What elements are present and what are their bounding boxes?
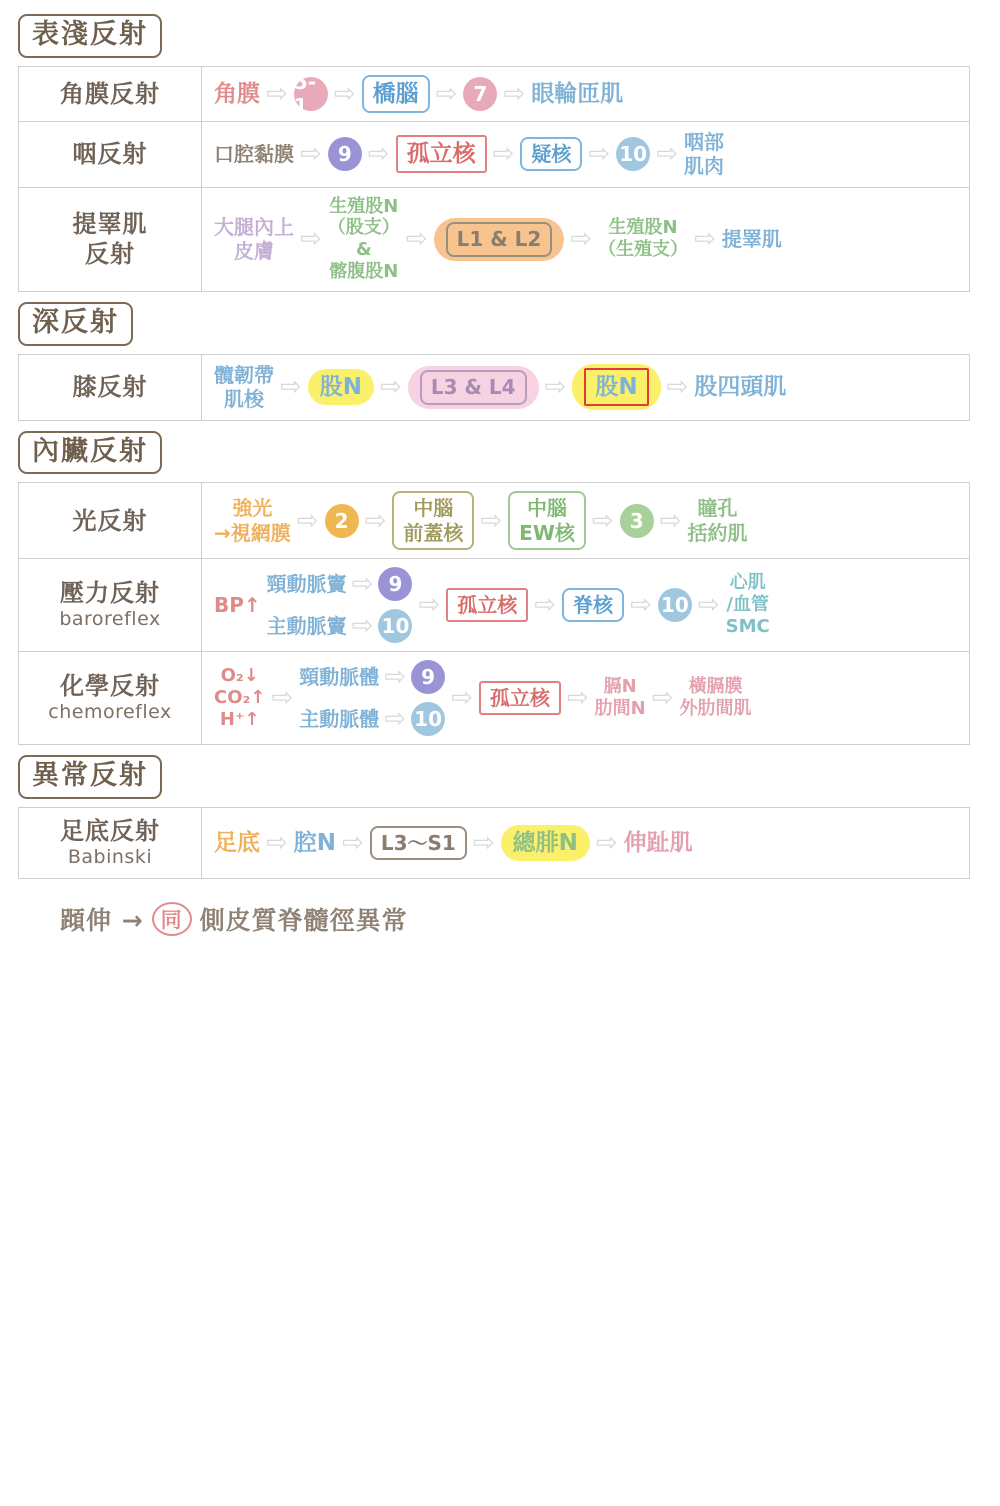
arrow-icon: ⇨ — [367, 139, 390, 170]
row-flow-baroreflex — [202, 559, 970, 652]
highlight-femoral-nerve-afferent — [308, 369, 374, 405]
node-cardiac-muscle-vascular-smc: 心肌 /血管 SMC — [725, 572, 770, 638]
arrow-icon: ⇨ — [630, 590, 652, 621]
node-l1-l2: L1 & L2 — [446, 222, 553, 256]
highlight-l3-l4 — [408, 366, 539, 408]
node-nucleus-ambiguus: 疑核 — [520, 137, 582, 171]
arrow-icon: ⇨ — [342, 827, 364, 858]
node-cn10: 10 — [658, 588, 692, 622]
arrow-icon: ⇨ — [280, 372, 302, 403]
arrow-icon: ⇨ — [300, 139, 322, 170]
node-solitary-nucleus: 孤立核 — [396, 135, 487, 173]
arrow-icon: ⇨ — [266, 78, 288, 109]
node-oral-mucosa: 口腔黏膜 — [214, 141, 294, 166]
node-femoral-nerve-2: 股N — [584, 368, 648, 406]
arrow-icon: ⇨ — [666, 372, 689, 403]
row-flow-corneal — [202, 66, 970, 121]
superficial-reflex-table — [18, 66, 970, 293]
node-cornea: 角膜 — [214, 80, 260, 107]
node-bp-up: BP↑ — [214, 593, 261, 618]
arrow-icon: ⇨ — [651, 683, 674, 714]
node-femoral-nerve: 股N — [319, 374, 363, 401]
arrow-icon: ⇨ — [266, 827, 288, 858]
section-heading: 內臟反射 — [18, 431, 162, 475]
arrow-icon: ⇨ — [480, 505, 503, 536]
arrow-icon: ⇨ — [656, 139, 678, 170]
table-row — [19, 121, 970, 187]
footnote-text-2: 側皮質脊髓徑異常 — [199, 905, 408, 935]
table-row — [19, 807, 970, 878]
row-label-chemoreflex: 化學反射 chemoreflex — [19, 652, 202, 745]
row-flow-gag — [202, 121, 970, 187]
node-medial-thigh-skin: 大腿內上 皮膚 — [214, 215, 294, 264]
arrow-icon: ⇨ — [659, 505, 682, 536]
table-row — [19, 355, 970, 421]
arrow-icon: ⇨ — [451, 683, 473, 714]
node-cn10: 10 — [616, 137, 650, 171]
node-cn10: 10 — [378, 609, 412, 643]
node-genitofemoral-femoral-branch: 生殖股N （股支） & 髂腹股N — [327, 195, 400, 283]
arrow-icon: ⇨ — [296, 505, 319, 536]
arrow-icon: ⇨ — [418, 590, 441, 621]
arrow-icon: ⇨ — [503, 78, 526, 109]
node-carotid-sinus: 頸動脈竇 — [266, 572, 347, 597]
row-flow-light — [202, 483, 970, 559]
node-solitary-nucleus: 孤立核 — [446, 588, 528, 622]
node-light-retina: 強光 →視網膜 — [214, 496, 291, 545]
node-cn2: 2 — [325, 504, 359, 538]
node-diaphragm-external-intercostal: 橫膈膜 外肋間肌 — [679, 676, 752, 720]
node-tibial-nerve: 腔N — [293, 829, 337, 856]
row-label-light-reflex: 光反射 — [19, 483, 202, 559]
table-row — [19, 66, 970, 121]
arrow-icon: ⇨ — [364, 505, 387, 536]
arrow-icon: ⇨ — [271, 683, 294, 714]
arrow-icon: ⇨ — [384, 704, 407, 735]
node-extensor-digitorum: 伸趾肌 — [623, 829, 693, 856]
highlight-l1-l2 — [434, 218, 565, 260]
arrow-icon: ⇨ — [570, 224, 593, 255]
footnote-babinski-note — [60, 901, 1000, 937]
node-solitary-nucleus: 孤立核 — [479, 681, 561, 715]
node-pharyngeal-muscle: 咽部 肌肉 — [683, 129, 724, 179]
highlight-femoral-nerve-efferent — [572, 364, 660, 410]
table-row — [19, 652, 970, 745]
table-row — [19, 559, 970, 652]
arrow-icon: ⇨ — [333, 78, 356, 109]
chemoreceptor-group — [299, 660, 445, 736]
arrow-icon: ⇨ — [588, 139, 611, 170]
deep-reflex-table — [18, 354, 970, 421]
highlight-common-peroneal — [501, 825, 590, 861]
row-label-knee-reflex: 膝反射 — [19, 355, 202, 421]
node-pons: 橋腦 — [362, 75, 430, 113]
node-l3-l4: L3 & L4 — [420, 370, 527, 404]
arrow-icon: ⇨ — [492, 139, 515, 170]
section-heading: 表淺反射 — [18, 14, 162, 58]
node-aortic-body: 主動脈體 — [299, 707, 380, 732]
arrow-icon: ⇨ — [384, 662, 407, 693]
node-aortic-sinus: 主動脈竇 — [266, 614, 347, 639]
abnormal-reflex-table — [18, 807, 970, 879]
reflex-chart-page — [0, 14, 1000, 1506]
section-heading: 異常反射 — [18, 755, 162, 799]
footnote-text-1: 蹞伸 → — [60, 905, 144, 935]
row-flow-cremasteric — [202, 187, 970, 292]
section-superficial-reflex — [0, 14, 1000, 292]
section-visceral-reflex — [0, 431, 1000, 745]
node-spinal-nucleus: 脊核 — [562, 588, 624, 622]
node-cn10: 10 — [411, 702, 445, 736]
arrow-icon: ⇨ — [694, 224, 716, 255]
node-sole: 足底 — [214, 829, 260, 856]
node-common-peroneal-nerve: 總腓N — [512, 829, 578, 856]
node-carotid-body: 頸動脈體 — [299, 665, 380, 690]
arrow-icon: ⇨ — [566, 683, 589, 714]
node-cn9: 9 — [411, 660, 445, 694]
arrow-icon: ⇨ — [351, 569, 374, 600]
arrow-icon: ⇨ — [405, 224, 428, 255]
node-pupillary-sphincter: 瞳孔 括約肌 — [687, 496, 748, 545]
node-blood-gas-changes: O₂↓ CO₂↑ H⁺↑ — [214, 665, 266, 731]
arrow-icon: ⇨ — [534, 590, 557, 621]
row-label-corneal-reflex: 角膜反射 — [19, 66, 202, 121]
node-patellar-ligament-spindle: 髖韌帶 肌梭 — [214, 363, 274, 412]
node-quadriceps: 股四頭肌 — [694, 374, 787, 401]
node-genitofemoral-genital-branch: 生殖股N （生殖支） — [598, 217, 689, 261]
node-l3-s1: L3～S1 — [370, 826, 467, 860]
arrow-icon: ⇨ — [435, 78, 458, 109]
row-label-gag-reflex: 咽反射 — [19, 121, 202, 187]
visceral-reflex-table — [18, 482, 970, 745]
section-deep-reflex — [0, 302, 1000, 420]
arrow-icon: ⇨ — [544, 372, 567, 403]
table-row — [19, 187, 970, 292]
node-cn9: 9 — [328, 137, 362, 171]
arrow-icon: ⇨ — [697, 590, 720, 621]
node-cn5-1: 5-1 — [294, 77, 328, 111]
table-row — [19, 483, 970, 559]
row-label-cremasteric-reflex: 提睪肌 反射 — [19, 187, 202, 292]
baroreceptor-group — [267, 567, 413, 643]
arrow-icon: ⇨ — [591, 505, 614, 536]
section-heading: 深反射 — [18, 302, 133, 346]
row-label-plantar-reflex: 足底反射 Babinski — [19, 807, 202, 878]
arrow-icon: ⇨ — [300, 224, 322, 255]
arrow-icon: ⇨ — [380, 372, 402, 403]
node-cn9: 9 — [378, 567, 412, 601]
arrow-icon: ⇨ — [595, 827, 618, 858]
row-flow-plantar — [202, 807, 970, 878]
footnote-circle-ipsilateral: 同 — [152, 902, 192, 936]
row-flow-chemoreflex — [202, 652, 970, 745]
node-orbicularis-oculi: 眼輪匝肌 — [531, 80, 624, 107]
row-label-baroreflex: 壓力反射 baroreflex — [19, 559, 202, 652]
node-edinger-westphal-nucleus: 中腦 EW核 — [508, 491, 586, 550]
node-cn7: 7 — [463, 77, 497, 111]
node-cn3: 3 — [620, 504, 654, 538]
node-pretectal-nucleus: 中腦 前蓋核 — [392, 491, 474, 550]
node-cremaster-muscle: 提睪肌 — [721, 227, 782, 252]
arrow-icon: ⇨ — [472, 827, 495, 858]
section-abnormal-reflex — [0, 755, 1000, 878]
row-flow-knee — [202, 355, 970, 421]
arrow-icon: ⇨ — [351, 611, 374, 642]
node-phrenic-intercostal-nerve: 膈N 肋間N — [594, 676, 646, 720]
